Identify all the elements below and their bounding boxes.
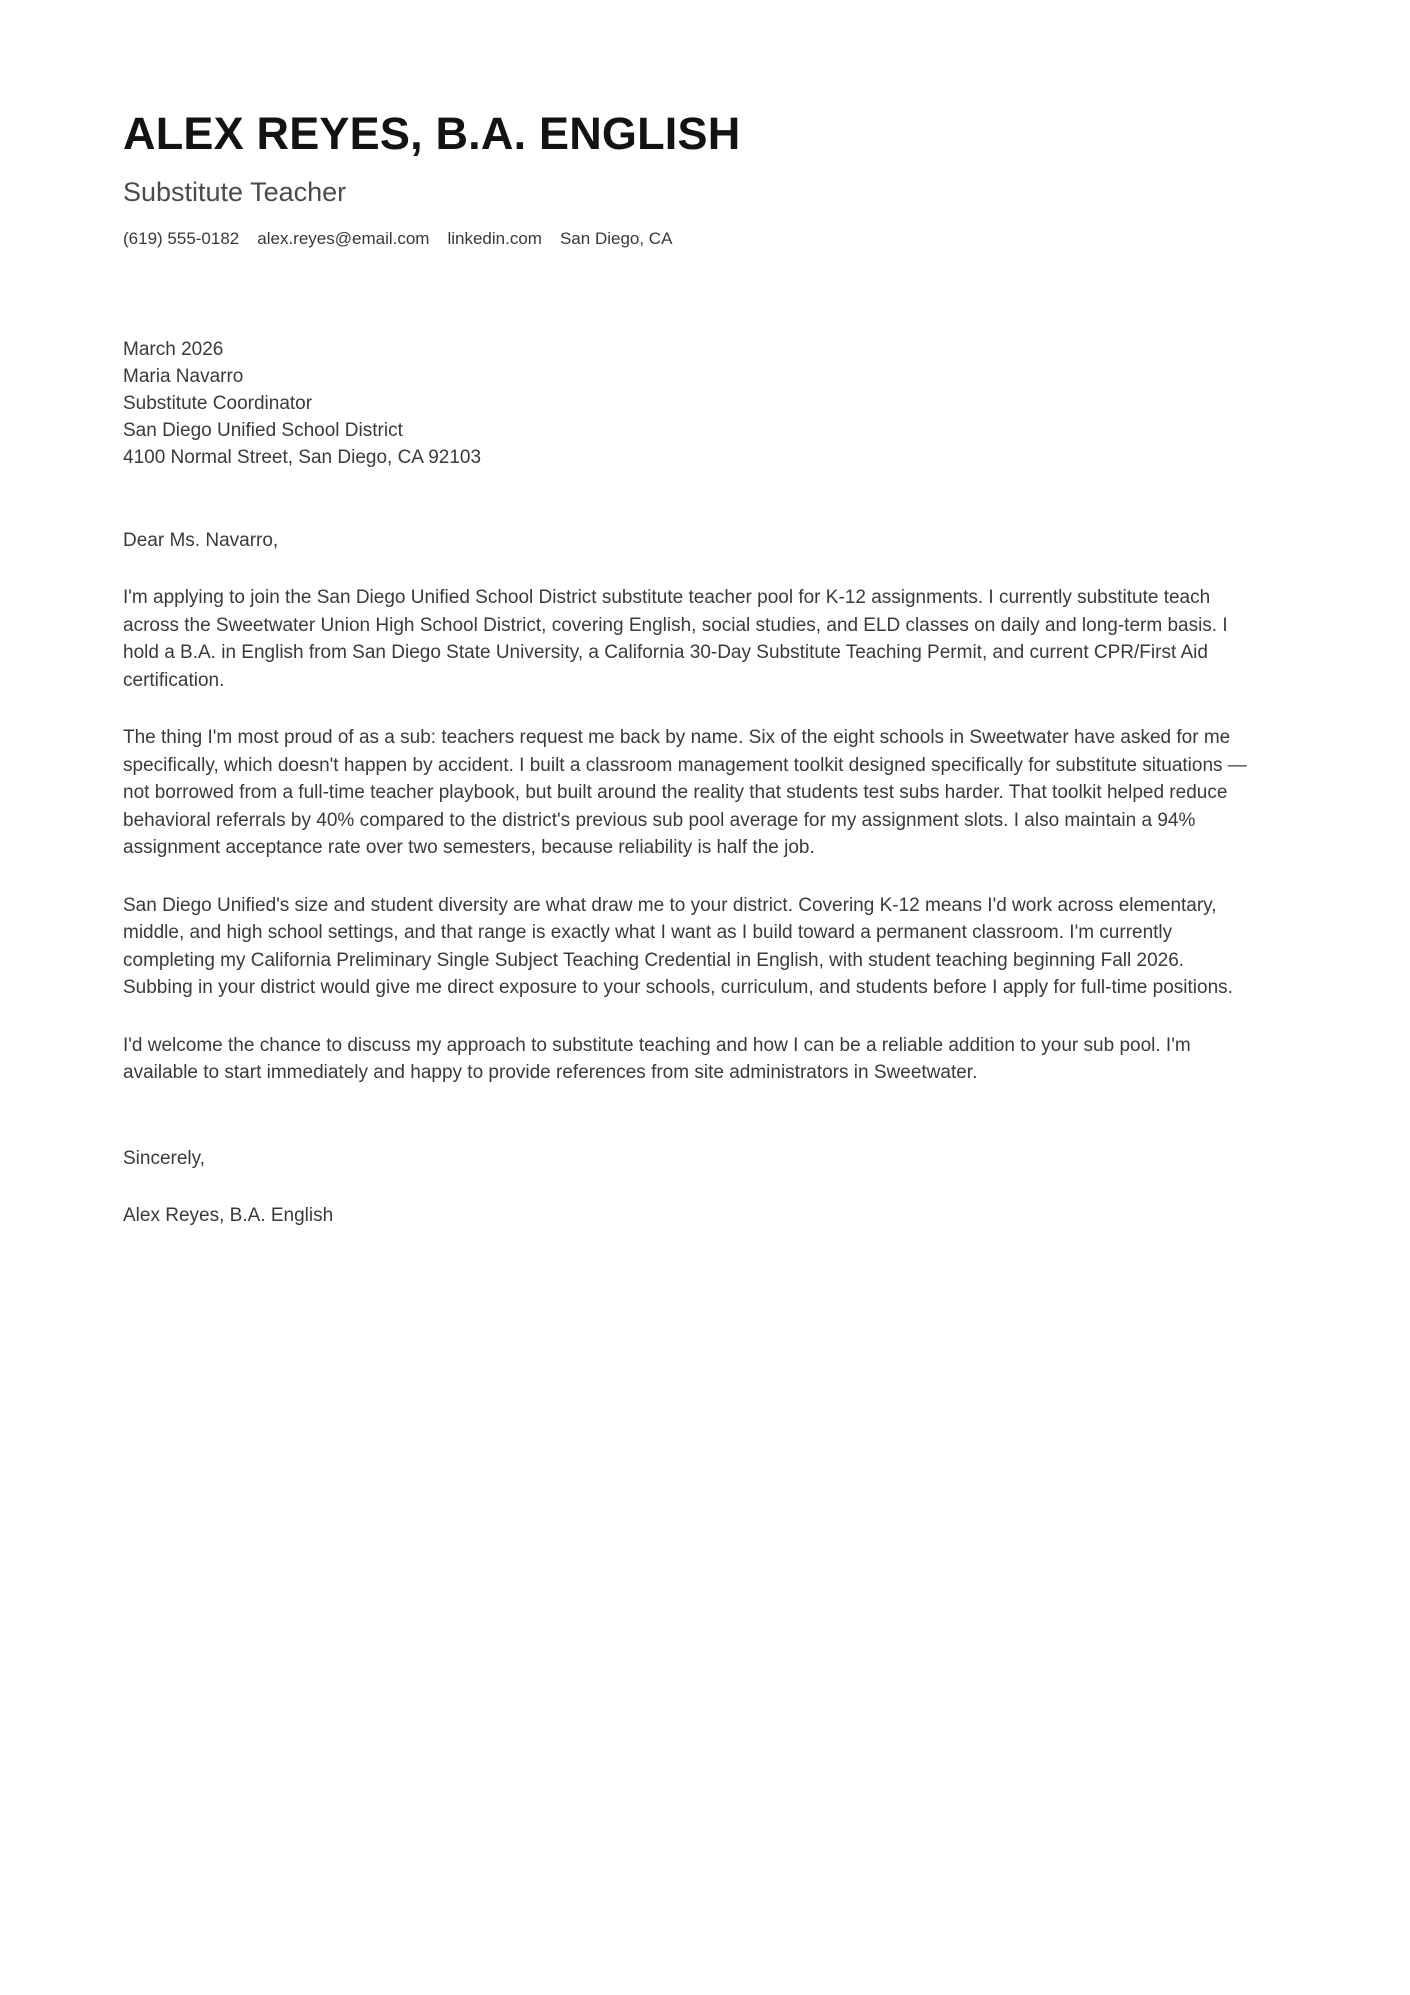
signature-name: Alex Reyes, B.A. English (123, 1204, 334, 1226)
recipient-block (123, 336, 1250, 471)
body-paragraph: I'd welcome the chance to discuss my approach to substitute teaching and how I can be a reliable addition to your sub pool. I'm available to start immediately and happy to provide references from site administrators in Sweetwater. (123, 1034, 1191, 1083)
letter-date: March 2026 (123, 339, 224, 360)
applicant-name: ALEX REYES, B.A. ENGLISH (123, 108, 741, 159)
contact-location: San Diego, CA (559, 229, 673, 248)
applicant-job-title: Substitute Teacher (123, 177, 347, 207)
letter-content (123, 0, 1250, 1229)
recipient-organization: San Diego Unified School District (123, 420, 403, 441)
recipient-address: 4100 Normal Street, San Diego, CA 92103 (123, 447, 482, 468)
body-paragraph: The thing I'm most proud of as a sub: teachers request me back by name. Six of the eight schools in Sweetwater have asked for me specifically, which doesn't happen by accident. I built a classroom management toolkit designed specifically for substitute situations — not borrowed from a full-time teacher playbook, but built around the reality that students test subs harder. That toolkit helped reduce behavioral referrals by 40% compared to the district's previous sub pool average for my assignment slots. I also maintain a 94% assignment acceptance rate over two semesters, because reliability is half the job. (123, 727, 1247, 858)
body-paragraph: San Diego Unified's size and student diversity are what draw me to your district. Covering K-12 means I'd work across elementary, middle, and high school settings, and that range is exactly what I want as I build toward a permanent classroom. I'm currently completing my California Preliminary Single Subject Teaching Credential in English, with student teaching beginning Fall 2026. Subbing in your district would give me direct exposure to your schools, curriculum, and students before I apply for full-time positions. (123, 894, 1233, 998)
recipient-title: Substitute Coordinator (123, 393, 313, 414)
closing-salutation: Sincerely, (123, 1147, 206, 1169)
salutation: Dear Ms. Navarro, (123, 530, 279, 551)
contact-line (123, 228, 1250, 250)
contact-email: alex.reyes@email.com (257, 229, 430, 248)
contact-website: linkedin.com (447, 229, 542, 248)
recipient-name: Maria Navarro (123, 366, 244, 387)
body-paragraph: I'm applying to join the San Diego Unified School District substitute teacher pool for K-12 assignments. I currently substitute teach across the Sweetwater Union High School District, covering English, social studies, and ELD classes on daily and long-term basis. I hold a B.A. in English from San Diego State University, a California 30-Day Substitute Teaching Permit, and current CPR/First Aid certification. (123, 587, 1228, 691)
letter-header (123, 0, 1250, 250)
contact-phone: (619) 555-0182 (123, 229, 240, 248)
